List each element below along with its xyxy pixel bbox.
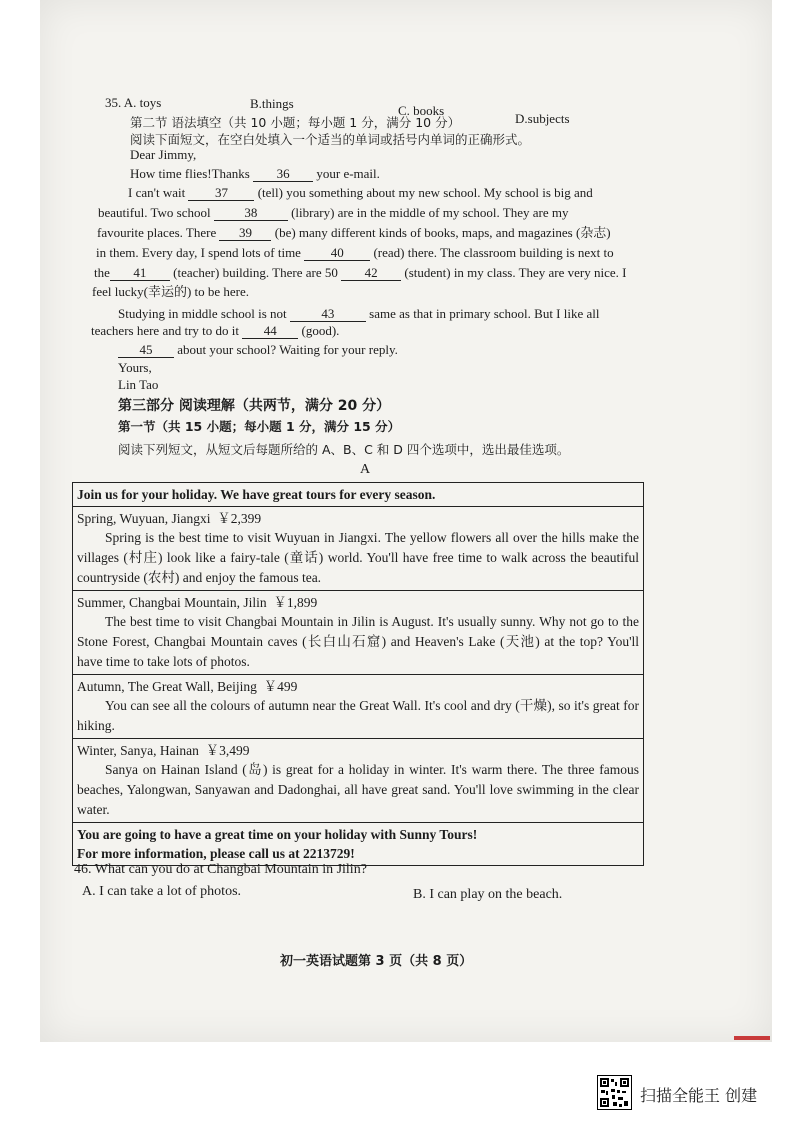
tour-price: ￥3,499 <box>205 743 250 758</box>
tour-title: Summer, Changbai Mountain, Jilin ￥1,899 <box>77 595 318 610</box>
tour-price: ￥499 <box>263 679 298 694</box>
tour-title: Spring, Wuyuan, Jiangxi ￥2,399 <box>77 511 262 526</box>
letter-line-7: feel lucky(幸运的) to be here. <box>92 284 250 299</box>
ad-outro-line-2: For more information, please call us at 2213729! <box>77 846 355 861</box>
letter-line-6: the 41 (teacher) building. There are 50 42 (student) in my class. They are very nice. I <box>94 265 627 280</box>
blank-37[interactable]: 37 <box>188 186 254 201</box>
tour-description: Sanya on Hainan Island (岛) is great for a holiday in winter. It's warm there. The three famous beaches, Yalongwan, Sanyawan and Dadonghai, all have great sand. You'll love swimming in the clear water. <box>77 762 639 817</box>
qr-code-icon <box>597 1075 632 1110</box>
letter-closing: Yours, <box>118 360 152 375</box>
tour-description: The best time to visit Changbai Mountain in Jilin is August. It's usually sunny. Why not go to the Stone Forest, Changbai Mountain caves (长白山石窟) and Heaven's Lake (天池) at the top? You'll have time to take lots of photos. <box>77 614 639 669</box>
blank-38[interactable]: 38 <box>214 206 288 221</box>
blank-36[interactable]: 36 <box>253 167 313 182</box>
q35-option-a: 35. A. toys <box>105 95 162 110</box>
reading-section-1: 第一节（共 15 小题；每小题 1 分，满分 15 分） <box>118 419 401 434</box>
q46-option-a[interactable]: A. I can take a lot of photos. <box>82 884 242 899</box>
q35-option-d: D.subjects <box>515 111 570 126</box>
grammar-instruction: 阅读下面短文，在空白处填入一个适当的单词或括号内单词的正确形式。 <box>130 132 531 147</box>
letter-line-2: I can't wait 37 (tell) you something about my new school. My school is big and <box>128 185 593 200</box>
letter-signature: Lin Tao <box>118 377 159 392</box>
ad-outro <box>73 822 643 865</box>
letter-line-9: teachers here and try to do it 44 (good). <box>91 323 340 338</box>
tour-autumn <box>73 674 643 738</box>
letter-line-3: beautiful. Two school 38 (library) are in the middle of my school. They are my <box>98 205 569 220</box>
blank-45[interactable]: 45 <box>118 343 174 358</box>
ad-outro-line-1: You are going to have a great time on your holiday with Sunny Tours! <box>77 827 478 842</box>
scanner-watermark-label: 扫描全能王 创建 <box>640 1086 758 1105</box>
tour-title: Winter, Sanya, Hainan ￥3,499 <box>77 743 250 758</box>
q35-option-c: C. books <box>398 103 445 118</box>
letter-line-10: 45 about your school? Waiting for your reply. <box>118 342 398 358</box>
reading-instruction: 阅读下列短文，从短文后每题所给的 A、B、C 和 D 四个选项中，选出最佳选项。 <box>118 442 570 457</box>
letter-line-5: in them. Every day, I spend lots of time 40 (read) there. The classroom building is next to <box>96 245 614 260</box>
page-footer: 初一英语试题第 3 页（共 8 页） <box>280 954 473 969</box>
ad-intro <box>73 483 643 506</box>
tour-summer <box>73 590 643 674</box>
tour-price: ￥1,899 <box>273 595 318 610</box>
blank-44[interactable]: 44 <box>242 324 298 339</box>
letter-line-1: How time flies!Thanks 36 your e-mail. <box>130 166 380 181</box>
tour-description: Spring is the best time to visit Wuyuan in Jiangxi. The yellow flowers all over the hills make the villages (村庄) look like a fairy-tale (童话) world. You'll have free time to walk across the beautiful countryside (农村) and enjoy the famous tea. <box>77 530 639 585</box>
q46-option-b[interactable]: B. I can play on the beach. <box>413 887 563 902</box>
q35-option-b: B.things <box>250 96 294 111</box>
letter-line-8: Studying in middle school is not 43 same as that in primary school. But I like all <box>118 306 600 321</box>
tour-advertisement <box>72 482 644 866</box>
q46-question: 46. What can you do at Changbai Mountain in Jilin? <box>74 862 367 877</box>
tour-winter <box>73 738 643 822</box>
blank-39[interactable]: 39 <box>219 226 271 241</box>
tour-spring <box>73 506 643 590</box>
letter-greeting: Dear Jimmy, <box>130 147 197 162</box>
section-header-reading: 第三部分 阅读理解（共两节，满分 20 分） <box>118 398 391 414</box>
blank-40[interactable]: 40 <box>304 246 370 261</box>
ad-intro-text: Join us for your holiday. We have great tours for every season. <box>77 487 436 502</box>
blank-41[interactable]: 41 <box>110 266 170 281</box>
letter-line-4: favourite places. There 39 (be) many different kinds of books, maps, and magazines (杂志) <box>97 225 611 240</box>
tour-price: ￥2,399 <box>217 511 262 526</box>
blank-42[interactable]: 42 <box>341 266 401 281</box>
edge-mark <box>734 1036 770 1040</box>
tour-description: You can see all the colours of autumn near the Great Wall. It's cool and dry (干燥), so it's great for hiking. <box>77 698 639 733</box>
passage-label: A <box>360 462 371 477</box>
blank-43[interactable]: 43 <box>290 307 366 322</box>
section-header-grammar: 第二节 语法填空（共 10 小题；每小题 1 分，满分 10 分） <box>130 115 461 130</box>
tour-title: Autumn, The Great Wall, Beijing ￥499 <box>77 679 298 694</box>
